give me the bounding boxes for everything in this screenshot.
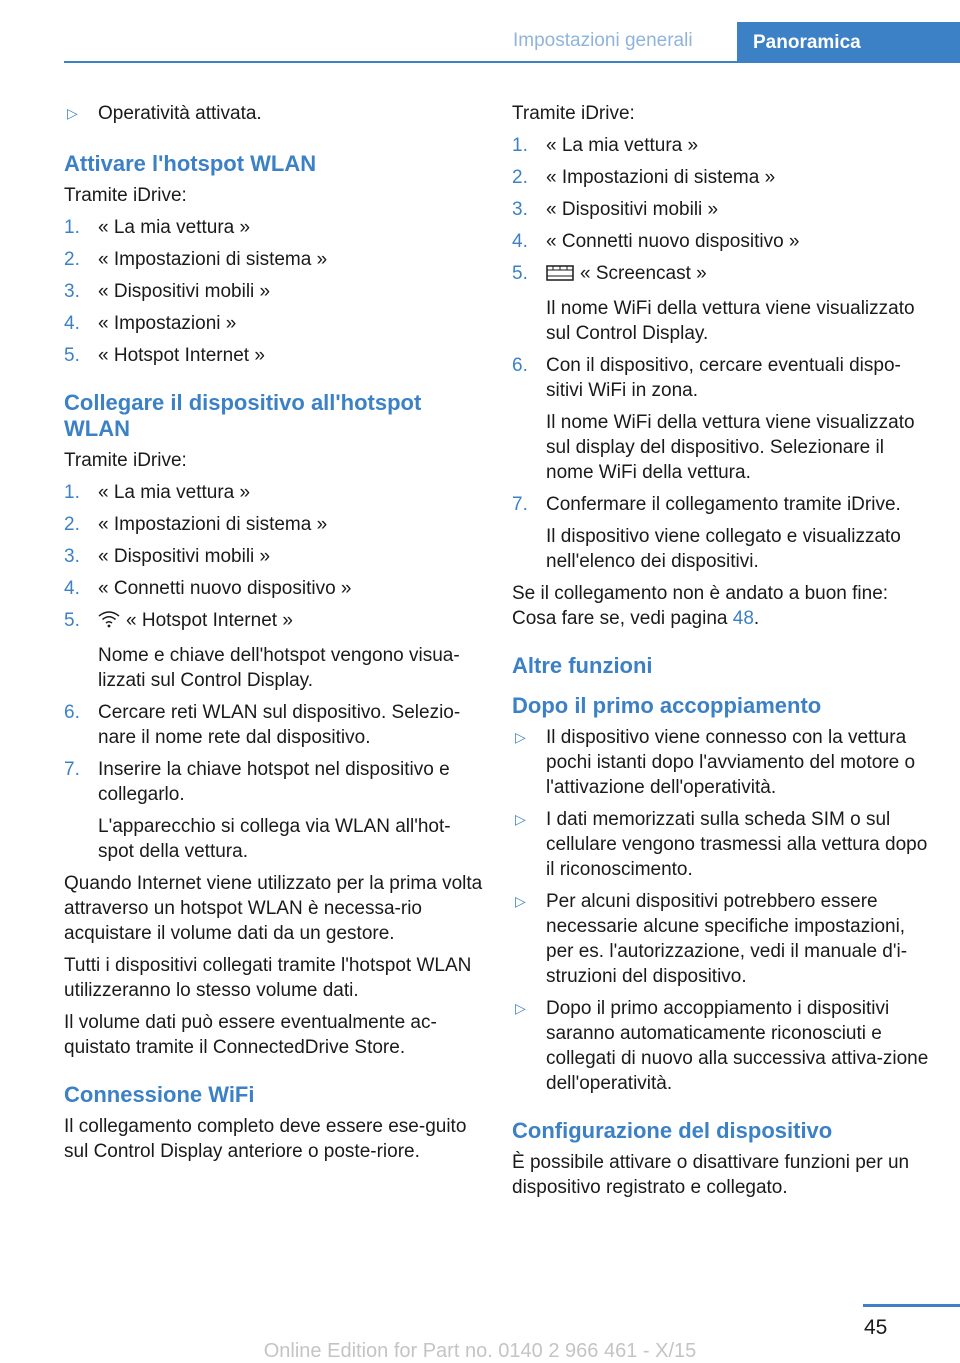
heading-primo-accoppiamento: Dopo il primo accoppiamento — [512, 693, 822, 718]
list-item: 3. « Dispositivi mobili » — [64, 281, 271, 302]
step-note: Il nome WiFi della vettura viene visualizzato sul Control Display. — [546, 298, 915, 344]
paragraph: È possibile attivare o disattivare funzioni per un dispositivo registrato e collegato. — [512, 1152, 910, 1198]
paragraph: Tramite iDrive: — [64, 185, 187, 206]
list-item: 6. Con il dispositivo, cercare eventuali dispo-sitivi WiFi in zona. — [512, 355, 901, 401]
bullet-triangle-icon: ▷ — [515, 811, 526, 827]
heading-altre-funzioni: Altre funzioni — [512, 653, 653, 678]
list-item: ▷ Il dispositivo viene connesso con la vettura pochi istanti dopo l'avviamento del motore o l'attivazione dell'operatività. — [515, 727, 916, 798]
header-section-title: Impostazioni generali — [513, 30, 693, 51]
steps-list — [64, 480, 484, 864]
list-item: ▷ Dopo il primo accoppiamento i dispositivi saranno automaticamente riconosciuti e collegati di nuovo alla successiva attiva-zione dell'operatività. — [515, 998, 929, 1094]
heading-collegare-dispositivo: Collegare il dispositivo all'hotspot WLAN — [64, 390, 422, 441]
bullet-triangle-icon: ▷ — [515, 729, 526, 745]
list-item: ▷ Operatività attivata. — [67, 103, 262, 124]
page-number: 45 — [864, 1316, 888, 1339]
bullet-triangle-icon: ▷ — [67, 105, 78, 121]
list-item: 7. Inserire la chiave hotspot nel dispositivo e collegarlo. — [64, 759, 450, 805]
list-item: 5. « Hotspot Internet » — [64, 345, 265, 366]
list-item: 4. « Connetti nuovo dispositivo » — [64, 578, 352, 599]
list-item: 1. « La mia vettura » — [512, 135, 699, 156]
list-item: 2. « Impostazioni di sistema » — [64, 514, 328, 535]
paragraph: Tramite iDrive: — [64, 450, 187, 471]
list-item: 4. « Connetti nuovo dispositivo » — [512, 231, 800, 252]
step-note: L'apparecchio si collega via WLAN all'hot-spot della vettura. — [98, 816, 451, 862]
left-column — [64, 101, 484, 1171]
paragraph: Quando Internet viene utilizzato per la prima volta attraverso un hotspot WLAN è necessa-rio acquistare il volume dati da un gestore. — [64, 873, 483, 944]
bullet-triangle-icon: ▷ — [515, 893, 526, 909]
paragraph: Il volume dati può essere eventualmente ac-quistato tramite il ConnectedDrive Store. — [64, 1012, 437, 1058]
paragraph-failure: Se il collegamento non è andato a buon fine: Cosa fare se, vedi pagina 48. — [512, 583, 889, 629]
paragraph: Il collegamento completo deve essere ese-guito sul Control Display anteriore o poste-riore. — [64, 1116, 467, 1162]
list-item: 6. Cercare reti WLAN sul dispositivo. Selezio-nare il nome rete dal dispositivo. — [64, 702, 461, 748]
header-tab-panoramica: Panoramica — [737, 22, 960, 63]
heading-configurazione: Configurazione del dispositivo — [512, 1118, 833, 1143]
list-item: 5. « Screencast » — [512, 261, 932, 289]
step-note: Nome e chiave dell'hotspot vengono visua-lizzati sul Control Display. — [98, 645, 460, 691]
page-link[interactable]: 48 — [732, 608, 754, 629]
wifi-icon — [98, 609, 120, 636]
header-rule — [64, 61, 960, 63]
list-item: 2. « Impostazioni di sistema » — [64, 249, 328, 270]
list-item: ▷ I dati memorizzati sulla scheda SIM o sul cellulare vengono trasmessi alla vettura dopo il riconoscimento. — [515, 809, 928, 880]
list-item: 4. « Impostazioni » — [64, 313, 237, 334]
list-item: 7. Confermare il collegamento tramite iDrive. — [512, 494, 901, 515]
paragraph: Tramite iDrive: — [512, 103, 635, 124]
list-item: 3. « Dispositivi mobili » — [512, 199, 719, 220]
steps-list — [64, 215, 484, 368]
screencast-icon — [546, 264, 574, 289]
list-item: ▷ Per alcuni dispositivi potrebbero essere necessarie alcune specifiche impostazioni, per es. l'autorizzazione, vedi il manuale d'i-struzioni del dispositivo. — [515, 891, 908, 987]
list-item: 2. « Impostazioni di sistema » — [512, 167, 776, 188]
bullet-list — [512, 725, 932, 1096]
heading-attivare-hotspot: Attivare l'hotspot WLAN — [64, 151, 317, 176]
step-note: Il dispositivo viene collegato e visualizzato nell'elenco dei dispositivi. — [546, 526, 901, 572]
list-item: 5. « Hotspot Internet » — [64, 608, 484, 636]
step-note: Il nome WiFi della vettura viene visualizzato sul display del dispositivo. Selezionare il nome WiFi della vettura. — [546, 412, 915, 483]
right-column — [512, 101, 932, 1207]
heading-connessione-wifi: Connessione WiFi — [64, 1082, 255, 1107]
paragraph: Tutti i dispositivi collegati tramite l'hotspot WLAN utilizzeranno lo stesso volume dati. — [64, 955, 472, 1001]
list-item: 1. « La mia vettura » — [64, 217, 251, 238]
edition-footer: Online Edition for Part no. 0140 2 966 461 - X/15 — [263, 1340, 697, 1362]
page-number-rule — [863, 1304, 960, 1307]
bullet-triangle-icon: ▷ — [515, 1000, 526, 1016]
steps-list — [512, 133, 932, 574]
list-item: 1. « La mia vettura » — [64, 482, 251, 503]
list-item: 3. « Dispositivi mobili » — [64, 546, 271, 567]
